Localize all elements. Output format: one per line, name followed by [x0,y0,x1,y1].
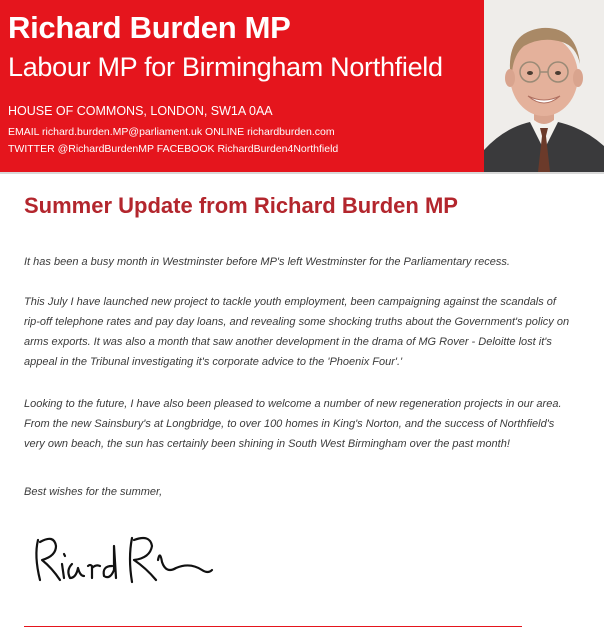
newsletter-headline: Summer Update from Richard Burden MP [24,193,458,218]
email-label: EMAIL [8,126,40,138]
paragraph-intro: It has been a busy month in Westminster before MP's left Westminster for the Parliamentary recess. [24,256,510,268]
contact-line-email-online [8,126,335,138]
paragraph-july-work: This July I have launched new project to tackle youth employment, been campaigning against the scandals of rip-off telephone rates and pay day loans, and revealing some shocking truths about the Government's policy on arms exports. It was also a month that saw another development in the drama of MG Rover - Deloitte lost it's appeal in the Tribunal investigating it's corporate advice to the 'Phoenix Four'.' [24,296,570,368]
twitter-link[interactable]: @RichardBurdenMP [57,143,154,155]
contact-line-social [8,143,338,155]
facebook-link[interactable]: RichardBurden4Northfield [217,143,339,155]
mp-portrait-photo [484,0,604,172]
footer-divider [24,626,522,627]
office-address: HOUSE OF COMMONS, LONDON, SW1A 0AA [8,104,273,118]
mp-name: Richard Burden MP [8,10,291,45]
header-red-panel [0,0,484,172]
twitter-label: TWITTER [8,143,55,155]
website-link[interactable]: richardburden.com [247,126,335,138]
online-label: ONLINE [205,126,245,138]
signoff: Best wishes for the summer, [24,486,163,498]
facebook-label: FACEBOOK [156,143,215,155]
mp-role: Labour MP for Birmingham Northfield [8,52,443,82]
paragraph-regeneration: Looking to the future, I have also been pleased to welcome a number of new regeneration projects in our area. From the new Sainsbury's at Longbridge, to over 100 homes in King's Norton, and the success of Northfield's very own beach, the sun has certainly been shining in South West Birmingham over the past month! [24,398,562,450]
header-divider [0,172,604,174]
handwritten-signature [30,530,220,590]
header-banner [0,0,604,172]
email-link[interactable]: richard.burden.MP@parliament.uk [42,126,203,138]
